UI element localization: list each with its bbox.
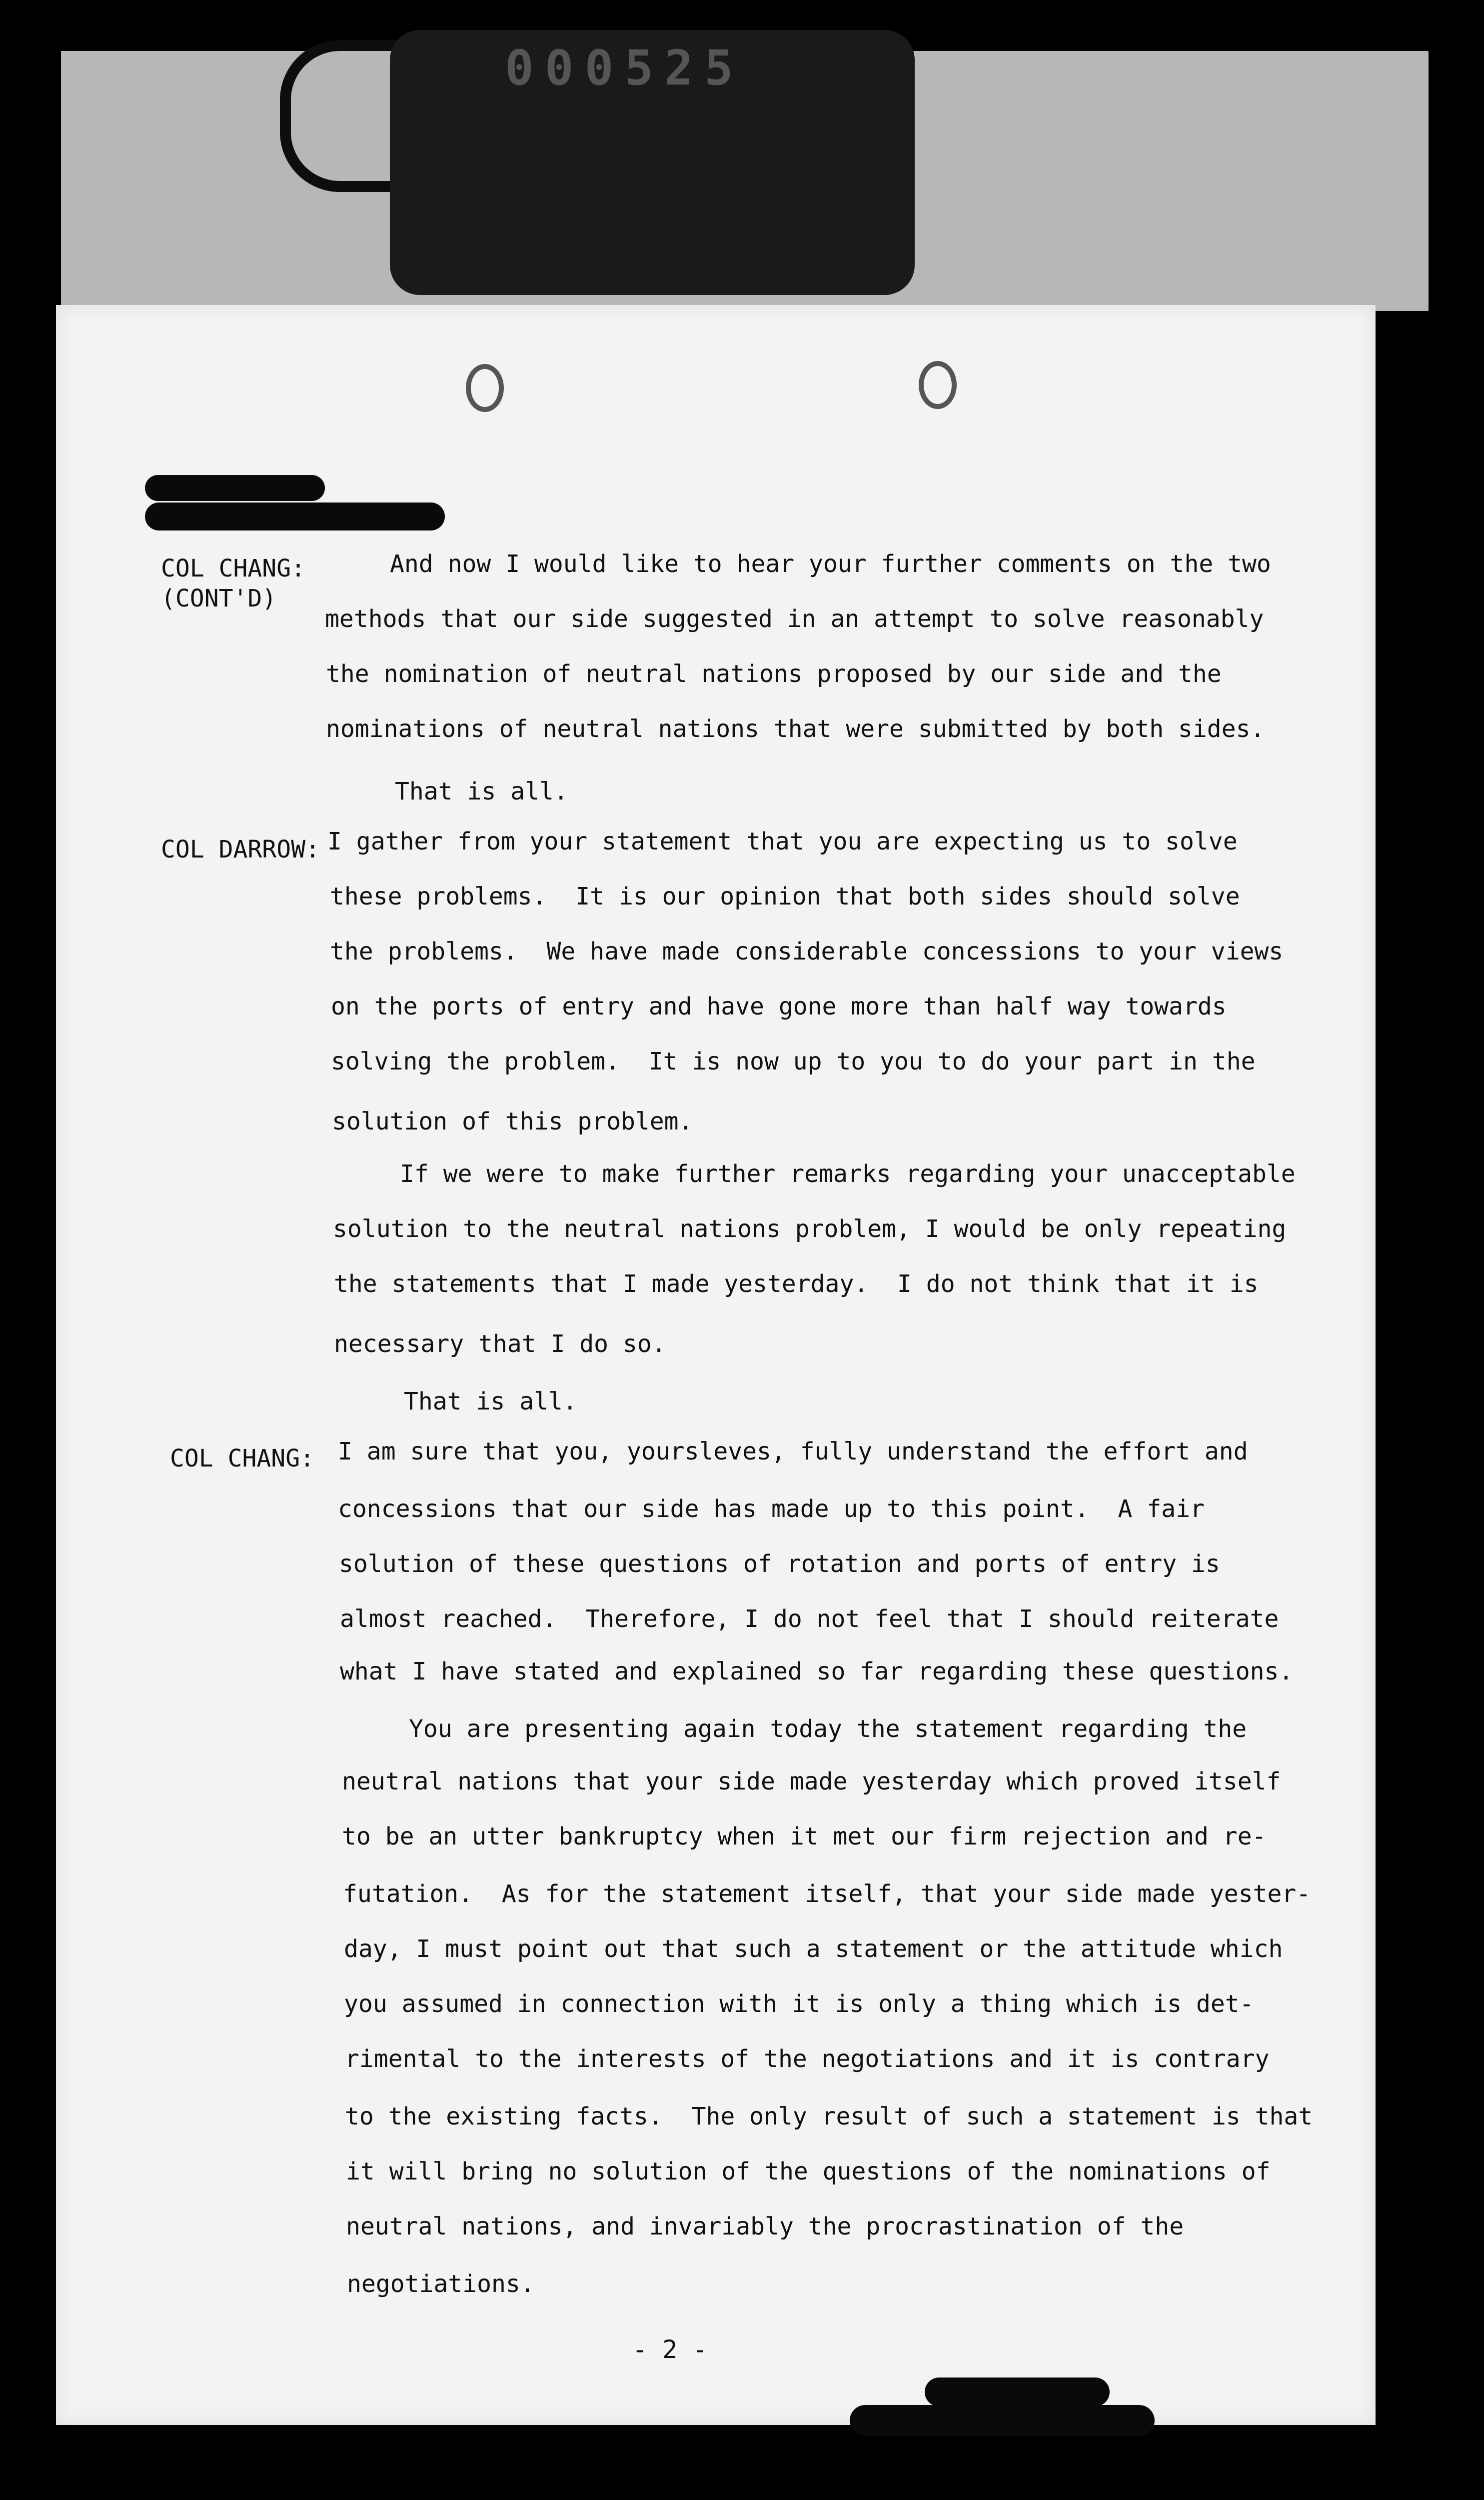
text-line: these problems. It is our opinion that both sides should solve: [330, 882, 1240, 910]
text-line: nominations of neutral nations that were submitted by both sides.: [326, 715, 1265, 743]
text-line: solving the problem. It is now up to you to do your part in the: [331, 1048, 1256, 1076]
text-line: solution of this problem.: [332, 1108, 693, 1136]
text-line: necessary that I do so.: [334, 1330, 666, 1358]
text-line: it will bring no solution of the questions of the nominations of: [346, 2158, 1271, 2186]
speaker-label: COL CHANG:: [170, 1444, 314, 1472]
redaction-mark: [145, 502, 445, 530]
text-line: I am sure that you, yoursleves, fully understand the effort and: [338, 1438, 1248, 1466]
text-line: on the ports of entry and have gone more than half way towards: [331, 992, 1227, 1020]
page-number: - 2 -: [632, 2335, 708, 2364]
redaction-mark: [925, 2378, 1110, 2406]
text-line: You are presenting again today the statement regarding the: [409, 1715, 1247, 1743]
text-line: futation. As for the statement itself, that your side made yester-: [343, 1880, 1311, 1908]
text-line: And now I would like to hear your further comments on the two: [390, 550, 1271, 578]
speaker-continued: (CONT'D): [161, 584, 277, 612]
text-line: day, I must point out that such a statement or the attitude which: [344, 1935, 1283, 1963]
text-line: almost reached. Therefore, I do not feel that I should reiterate: [340, 1605, 1279, 1633]
speaker-label: COL CHANG:: [161, 554, 305, 582]
punch-hole-right: [919, 361, 957, 409]
redaction-mark: [145, 475, 325, 501]
speaker-label: COL DARROW:: [161, 836, 320, 864]
text-line: the statements that I made yesterday. I do not think that it is: [334, 1270, 1259, 1298]
punch-hole-left: [466, 364, 504, 412]
text-line: solution of these questions of rotation and ports of entry is: [339, 1550, 1220, 1578]
text-line: That is all.: [395, 778, 568, 806]
text-line: the nomination of neutral nations proposed by our side and the: [326, 660, 1222, 688]
text-line: rimental to the interests of the negotiations and it is contrary: [345, 2045, 1270, 2073]
text-line: what I have stated and explained so far regarding these questions.: [340, 1658, 1294, 1686]
text-line: negotiations.: [347, 2270, 535, 2298]
text-line: If we were to make further remarks regarding your unacceptable: [400, 1160, 1296, 1188]
text-line: you assumed in connection with it is only a thing which is det-: [344, 1990, 1254, 2018]
text-line: to the existing facts. The only result of such a statement is that: [345, 2102, 1313, 2130]
frame-counter-digits: 000525: [505, 40, 744, 96]
redaction-mark: [850, 2405, 1155, 2436]
text-line: neutral nations, and invariably the procrastination of the: [346, 2212, 1184, 2240]
text-line: solution to the neutral nations problem, I would be only repeating: [333, 1215, 1287, 1243]
text-line: concessions that our side has made up to this point. A fair: [338, 1495, 1205, 1523]
text-line: neutral nations that your side made yesterday which proved itself: [342, 1768, 1281, 1796]
text-line: the problems. We have made considerable concessions to your views: [330, 938, 1284, 966]
text-line: That is all.: [404, 1388, 577, 1416]
text-line: I gather from your statement that you are expecting us to solve: [327, 828, 1238, 856]
text-line: methods that our side suggested in an attempt to solve reasonably: [325, 605, 1264, 633]
text-line: to be an utter bankruptcy when it met our firm rejection and re-: [342, 1822, 1267, 1850]
